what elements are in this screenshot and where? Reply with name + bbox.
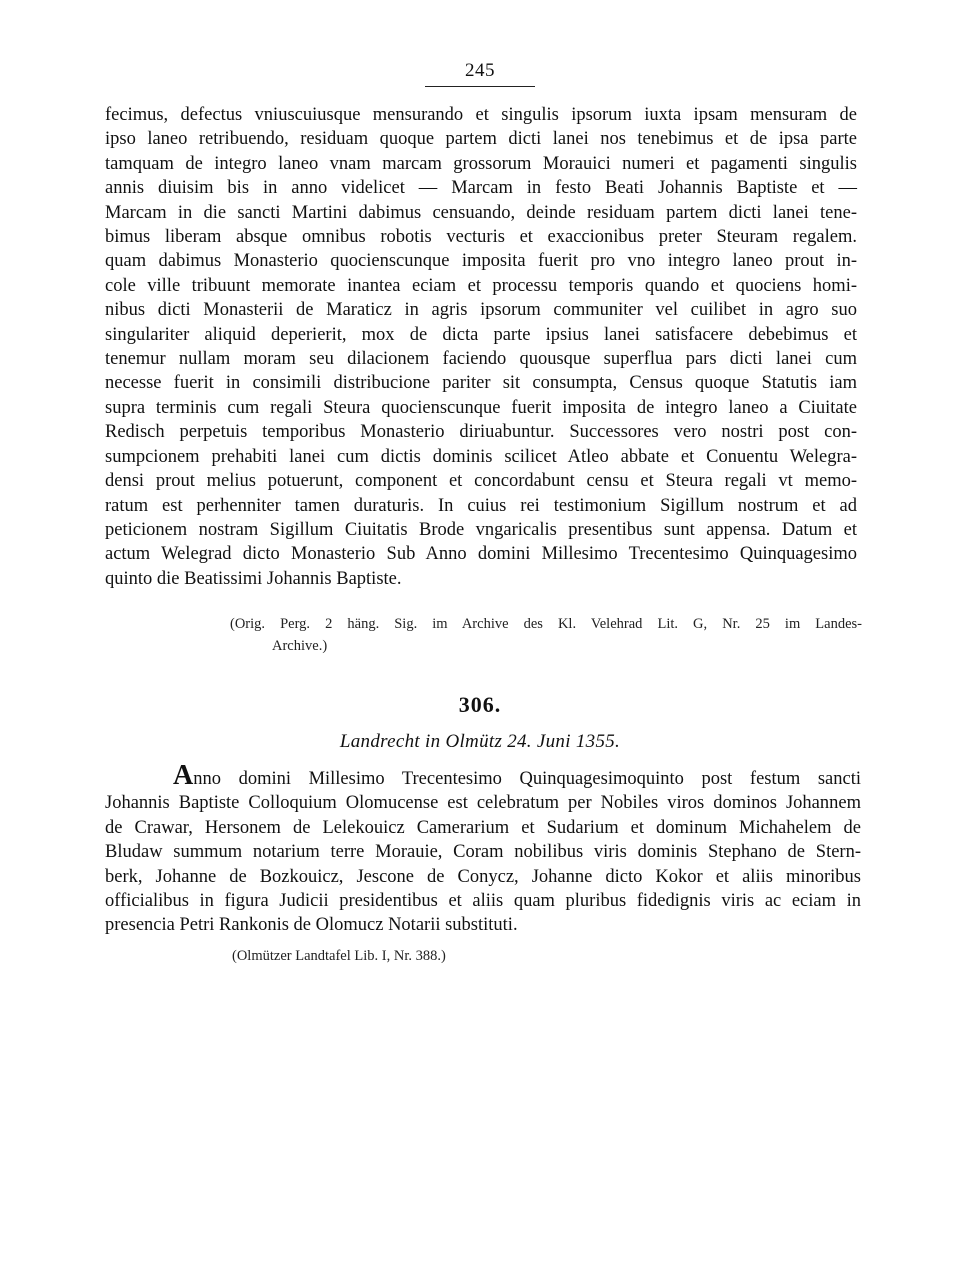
text-line: singulariter aliquid deperierit, mox de dicta parte ipsius lanei satisfacere debebimus et	[105, 324, 857, 345]
text-line: ipso laneo retribuendo, residuam quoque partem dicti lanei nos tenebimus et de ipsa parte	[105, 129, 857, 150]
source-note-line: Archive.)	[272, 638, 328, 654]
text-line: annis diuisim bis in anno videlicet — Marcam in festo Beati Johannis Baptiste et —	[105, 178, 857, 199]
text-line: Johannis Baptiste Colloquium Olomucense est celebratum per Nobiles viros dominos Johannem	[105, 793, 861, 814]
text-line: berk, Johanne de Bozkouicz, Jescone de Conycz, Johanne dicto Kokor et aliis minoribus	[105, 866, 861, 887]
text-line: Redisch perpetuis temporibus Monasterio diriuabuntur. Successores vero nostri post con-	[105, 422, 857, 443]
continued-charter-text	[105, 103, 857, 591]
text-line: densi prout melius potuerunt, component et concordabunt censu et Steura regali vt memo-	[105, 471, 857, 492]
text-line: actum Welegrad dicto Monasterio Sub Anno domini Millesimo Trecentesimo Quinquagesimo	[105, 544, 857, 565]
document-title: Landrecht in Olmütz 24. Juni 1355.	[339, 731, 621, 752]
text-line: de Crawar, Hersonem de Lelekouicz Camerarium et Sudarium et dominum Michahelem de	[105, 817, 861, 838]
text-line: presencia Petri Rankonis de Olomucz Notarii substituti.	[105, 915, 518, 936]
text-line: bimus liberam absque omnibus robotis vecturis et exaccionibus preter Steuram regalem.	[105, 227, 857, 248]
document-text	[105, 760, 861, 938]
text-line: tenemur nullam moram seu dilacionem faciendo quousque superflua pars dicti lanei cum	[105, 349, 857, 370]
source-note	[230, 613, 862, 657]
text-line: supra terminis cum regali Steura quocienscunque fuerit imposita de integro laneo a Ciuitate	[105, 397, 857, 418]
text-line: tamquam de integro laneo vnam marcam grossorum Morauici numeri et pagamenti singulis	[105, 153, 857, 174]
text-line: Marcam in die sancti Martini dabimus censuando, deinde residuam partem dicti lanei tene-	[105, 202, 857, 223]
source-note-line: (Orig. Perg. 2 häng. Sig. im Archive des Kl. Velehrad Lit. G, Nr. 25 im Landes-	[230, 616, 862, 632]
text-line: sumpcionem prehabiti lanei cum dictis dominis scilicet Atleo abbate et Conuentu Welegra-	[105, 446, 857, 467]
text-line: nibus dicti Monasterii de Maraticz in agris ipsorum communiter vel cuilibet in agro suo	[105, 300, 857, 321]
text-line: necesse fuerit in consimili distribucione pariter sit consumpta, Census quoque Statutis iam	[105, 373, 857, 394]
text-line: quam dabimus Monasterio quocienscunque imposita fuerit pro vno integro laneo prout in-	[105, 251, 857, 272]
first-line-text: nno domini Millesimo Trecentesimo Quinquagesimoquinto post festum sancti	[193, 769, 861, 789]
text-line: peticionem nostram Sigillum Ciuitatis Brode vngaricalis presentibus sunt appensa. Datum et	[105, 519, 857, 540]
text-line: fecimus, defectus vniuscuiusque mensurando et singulis ipsorum iuxta ipsam mensuram de	[105, 105, 857, 125]
text-line: ratum est perhenniter tamen duraturis. In cuius rei testimonium Sigillum nostrum et ad	[105, 495, 857, 516]
text-line	[105, 760, 861, 791]
page-number: 245	[465, 60, 495, 81]
drop-initial: A	[173, 760, 194, 791]
page-number-rule	[425, 86, 535, 87]
text-line: Bludaw summum notarium terre Morauie, Coram nobilibus viris dominis Stephano de Stern-	[105, 842, 861, 863]
document-number: 306.	[458, 692, 502, 717]
text-line: cole ville tribuunt memorate inantea eciam et processu temporis quando et quociens homi-	[105, 275, 857, 296]
text-line: officialibus in figura Judicii presidentibus et aliis quam pluribus fidedignis viris ac eciam in	[105, 891, 861, 912]
document-source-note: (Olmützer Landtafel Lib. I, Nr. 388.)	[232, 948, 446, 964]
text-line: quinto die Beatissimi Johannis Baptiste.	[105, 568, 402, 589]
